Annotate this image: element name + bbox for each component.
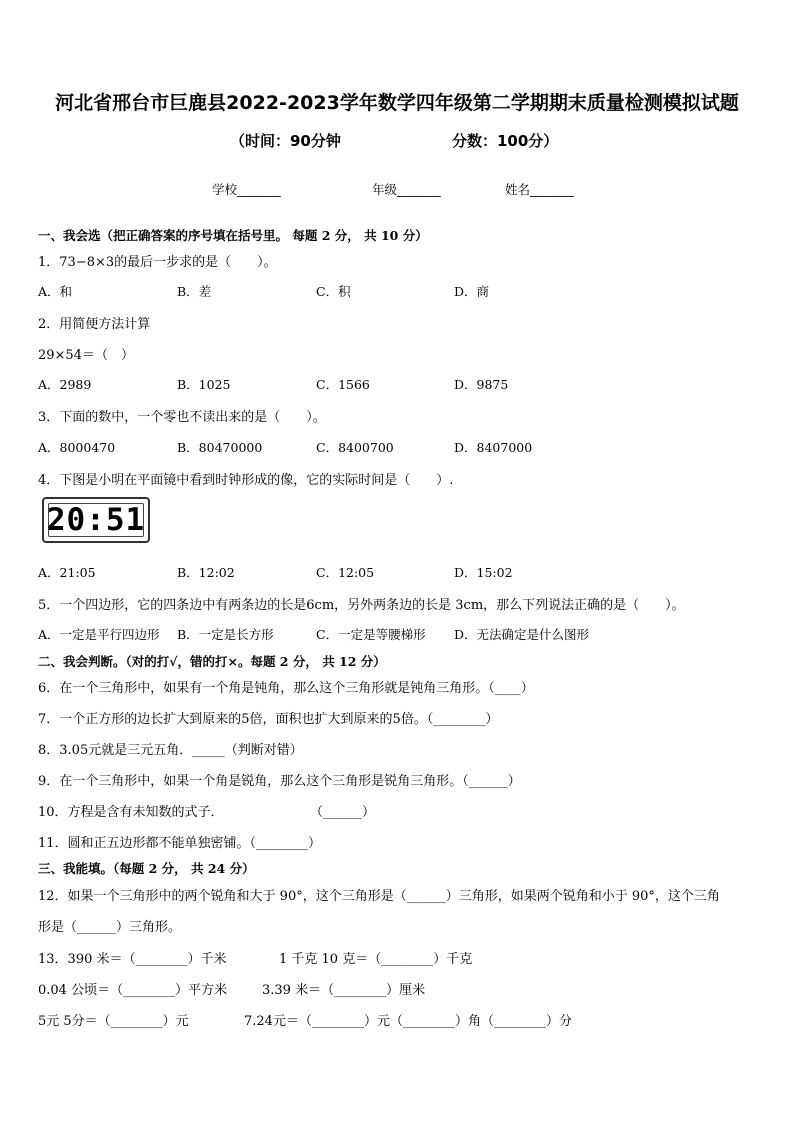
question-12-line-1: 12．如果一个三角形中的两个锐角和大于 90°，这个三角形是（______）三角形，如果两个锐角和小于 90°，这个三角 (38, 889, 720, 904)
question-6: 6．在一个三角形中，如果有一个角是钝角，那么这个三角形就是钝角三角形。（____） (38, 681, 534, 696)
q3-option-c[interactable]: C．8400700 (316, 440, 394, 455)
clock-display: 20:51 (46, 501, 146, 538)
q3-option-a[interactable]: A．8000470 (38, 440, 116, 455)
grade-field[interactable]: 年级_______ (372, 182, 441, 197)
q2-option-a[interactable]: A．2989 (38, 377, 92, 392)
question-10-blank[interactable]: （______） (310, 805, 376, 820)
q1-option-a[interactable]: A．和 (38, 284, 73, 299)
name-field[interactable]: 姓名_______ (505, 182, 574, 197)
q5-option-d[interactable]: D．无法确定是什么图形 (454, 627, 590, 642)
question-2-expression: 29×54＝（ ） (38, 348, 134, 363)
q4-option-d[interactable]: D．15:02 (454, 565, 513, 580)
question-13-d: 3.39 米＝（________）厘米 (262, 983, 426, 998)
q2-option-d[interactable]: D．9875 (454, 377, 509, 392)
question-7: 7．一个正方形的边长扩大到原来的5倍，面积也扩大到原来的5倍。（________） (38, 712, 499, 727)
q4-option-a[interactable]: A．21:05 (38, 565, 96, 580)
section-1-heading: 一、我会选（把正确答案的序号填在括号里。 每题 2 分， 共 10 分） (38, 228, 428, 243)
q5-option-c[interactable]: C．一定是等腰梯形 (316, 627, 426, 642)
q1-option-c[interactable]: C．积 (316, 284, 351, 299)
q4-option-b[interactable]: B．12:02 (177, 565, 235, 580)
q5-option-a[interactable]: A．一定是平行四边形 (38, 627, 160, 642)
question-13-c: 0.04 公顷＝（________）平方米 (38, 983, 228, 998)
q2-option-b[interactable]: B．1025 (177, 377, 231, 392)
question-9: 9．在一个三角形中，如果一个角是锐角，那么这个三角形是锐角三角形。（______） (38, 774, 521, 789)
exam-time: （时间：90分钟 (230, 132, 341, 150)
exam-score: 分数：100分） (452, 132, 559, 150)
section-2-heading: 二、我会判断。（对的打√，错的打×。每题 2 分， 共 12 分） (38, 654, 386, 669)
page-title: 河北省邢台市巨鹿县2022-2023学年数学四年级第二学期期末质量检测模拟试题 (55, 92, 739, 114)
question-5: 5．一个四边形，它的四条边中有两条边的长是6cm，另外两条边的长是 3cm，那么下列说法正确的是（ ）。 (38, 598, 685, 613)
question-4: 4．下图是小明在平面镜中看到时钟形成的像，它的实际时间是（ ）. (38, 473, 454, 488)
school-field[interactable]: 学校_______ (212, 182, 281, 197)
question-3: 3．下面的数中，一个零也不读出来的是（ ）。 (38, 410, 326, 425)
q1-option-d[interactable]: D．商 (454, 284, 490, 299)
q4-option-c[interactable]: C．12:05 (316, 565, 375, 580)
question-8: 8．3.05元就是三元五角．_____（判断对错） (38, 743, 303, 758)
q2-option-c[interactable]: C．1566 (316, 377, 370, 392)
question-13-b: 1 千克 10 克＝（________）千克 (279, 952, 473, 967)
digital-clock-image (42, 497, 150, 543)
question-13-e: 5元 5分＝（________）元 (38, 1014, 189, 1029)
q3-option-d[interactable]: D．8407000 (454, 440, 533, 455)
question-11: 11．圆和正五边形都不能单独密铺。（________） (38, 836, 322, 851)
q5-option-b[interactable]: B．一定是长方形 (177, 627, 274, 642)
question-12-line-2: 形是（______）三角形。 (38, 920, 182, 935)
question-1: 1．73−8×3的最后一步求的是（ ）。 (38, 255, 277, 270)
question-10: 10．方程是含有未知数的式子． (38, 805, 224, 820)
section-3-heading: 三、我能填。（每题 2 分， 共 24 分） (38, 861, 255, 876)
question-13-f: 7.24元＝（________）元（________）角（________）分 (244, 1014, 572, 1029)
q3-option-b[interactable]: B．80470000 (177, 440, 263, 455)
question-13-a: 13．390 米＝（________）千米 (38, 952, 227, 967)
q1-option-b[interactable]: B．差 (177, 284, 212, 299)
question-2: 2．用简便方法计算 (38, 317, 151, 332)
